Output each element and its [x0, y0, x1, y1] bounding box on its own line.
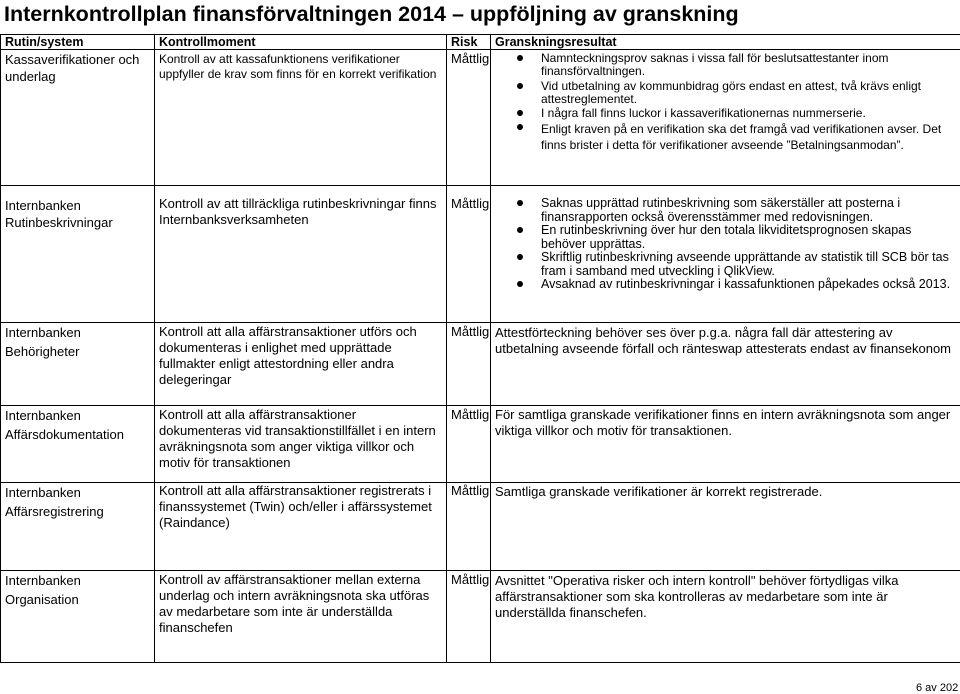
cell-result — [491, 406, 960, 483]
system-label: Internbanken — [5, 485, 81, 500]
table-row — [1, 571, 960, 663]
system-label: Affärsregistrering — [5, 503, 104, 519]
result-text: Attestförteckning behöver ses över p.g.a. några fall där attestering av utbetalning avseende förfall och ränteswap attesterats endast av finansekonom — [495, 325, 952, 356]
table-header-row — [1, 35, 960, 50]
system-label: Internbanken — [5, 408, 81, 423]
cell-control — [155, 571, 447, 663]
control-text: Kontroll att alla affärstransaktioner dokumenteras vid transaktionstillfället i en intern avräkningsnota som anger viktiga villkor och motiv för transaktionen — [159, 407, 436, 470]
control-text: Kontroll av att kassafunktionens verifikationer uppfyller de krav som finns för en korrekt verifikation — [159, 52, 437, 81]
system-label: Internbanken — [5, 325, 81, 340]
cell-system — [1, 483, 155, 571]
risk-level: Måttlig — [451, 483, 490, 498]
risk-level: Måttlig — [451, 572, 490, 587]
result-bullet: Avsaknad av rutinbeskrivningar i kassafunktionen påpekades också 2013. — [541, 278, 956, 292]
cell-result — [491, 571, 960, 663]
page-number: 6 av 202 — [916, 682, 959, 694]
cell-risk — [447, 323, 491, 406]
cell-result — [491, 50, 960, 186]
control-text: Kontroll att alla affärstransaktioner utförs och dokumenteras i enlighet med upprättade fullmakter enligt attestordning eller andra delegeringar — [159, 324, 417, 387]
table-row — [1, 483, 960, 571]
cell-result — [491, 186, 960, 323]
system-label: Affärsdokumentation — [5, 426, 124, 442]
system-label: Organisation — [5, 591, 79, 607]
cell-control — [155, 406, 447, 483]
result-bullet: Enligt kraven på en verifikation ska det framgå vad verifikationen avser. Det finns brister i detta för verifikationer avseende ”Betalningsanmodan”. — [541, 121, 956, 153]
system-label: Internbanken — [5, 198, 81, 213]
cell-system — [1, 323, 155, 406]
result-bullet: Skriftlig rutinbeskrivning avseende upprättande av statistik till SCB bör tas fram i samband med utveckling i QlikView. — [541, 251, 956, 278]
cell-result — [491, 323, 960, 406]
table-row — [1, 323, 960, 406]
result-bullet: En rutinbeskrivning över hur den totala likviditetsprognosen skapas behöver upprättas. — [541, 224, 956, 251]
cell-result — [491, 483, 960, 571]
header-result: Granskningsresultat — [491, 35, 960, 50]
header-risk: Risk — [447, 35, 491, 50]
cell-risk — [447, 483, 491, 571]
system-label: Behörigheter — [5, 343, 80, 359]
cell-control — [155, 323, 447, 406]
table-row — [1, 50, 960, 186]
cell-system — [1, 571, 155, 663]
header-system: Rutin/system — [1, 35, 155, 50]
result-bullet-list — [495, 197, 956, 292]
result-text: Avsnittet "Operativa risker och intern kontroll" behöver förtydligas vilka affärstransaktioner som ska kontrolleras av medarbetare som inte är underställda finanschefen. — [495, 573, 899, 620]
system-label: Internbanken — [5, 573, 81, 588]
risk-level: Måttlig — [451, 51, 490, 66]
table-row — [1, 186, 960, 323]
header-control: Kontrollmoment — [155, 35, 447, 50]
cell-control — [155, 483, 447, 571]
result-text: För samtliga granskade verifikationer finns en intern avräkningsnota som anger viktiga villkor och motiv för transaktionen. — [495, 407, 951, 438]
cell-system — [1, 50, 155, 186]
result-bullet: I några fall finns luckor i kassaverifikationernas nummerserie. — [541, 107, 956, 120]
system-label: Rutinbeskrivningar — [5, 214, 113, 230]
result-bullet: Saknas upprättad rutinbeskrivning som säkerställer att posterna i finansrapporten också överensstämmer med redovisningen. — [541, 197, 956, 224]
result-text: Samtliga granskade verifikationer är korrekt registrerade. — [495, 484, 823, 499]
control-text: Kontroll av affärstransaktioner mellan externa underlag och intern avräkningsnota ska utföras av medarbetare som inte är underställda finanschefen — [159, 572, 430, 635]
cell-risk — [447, 406, 491, 483]
cell-system — [1, 186, 155, 323]
table-row — [1, 406, 960, 483]
control-text: Kontroll av att tillräckliga rutinbeskrivningar finns Internbanksverksamheten — [159, 196, 437, 227]
control-text: Kontroll att alla affärstransaktioner registrerats i finanssystemet (Twin) och/eller i affärssystemet (Raindance) — [159, 483, 432, 530]
result-bullet-list — [495, 52, 956, 153]
result-bullet: Namnteckningsprov saknas i vissa fall för beslutsattestanter inom finansförvaltningen. — [541, 52, 956, 79]
result-bullet: Vid utbetalning av kommunbidrag görs endast en attest, två krävs enligt attestreglementet. — [541, 80, 956, 107]
cell-risk — [447, 186, 491, 323]
risk-level: Måttlig — [451, 407, 490, 422]
risk-level: Måttlig — [451, 324, 490, 339]
cell-control — [155, 50, 447, 186]
cell-control — [155, 186, 447, 323]
page-title: Internkontrollplan finansförvaltningen 2014 – uppföljning av granskning — [4, 2, 739, 26]
system-label: Kassaverifikationer och underlag — [5, 52, 140, 84]
cell-risk — [447, 571, 491, 663]
risk-level: Måttlig — [451, 196, 490, 211]
cell-risk — [447, 50, 491, 186]
control-plan-table — [0, 34, 960, 663]
cell-system — [1, 406, 155, 483]
